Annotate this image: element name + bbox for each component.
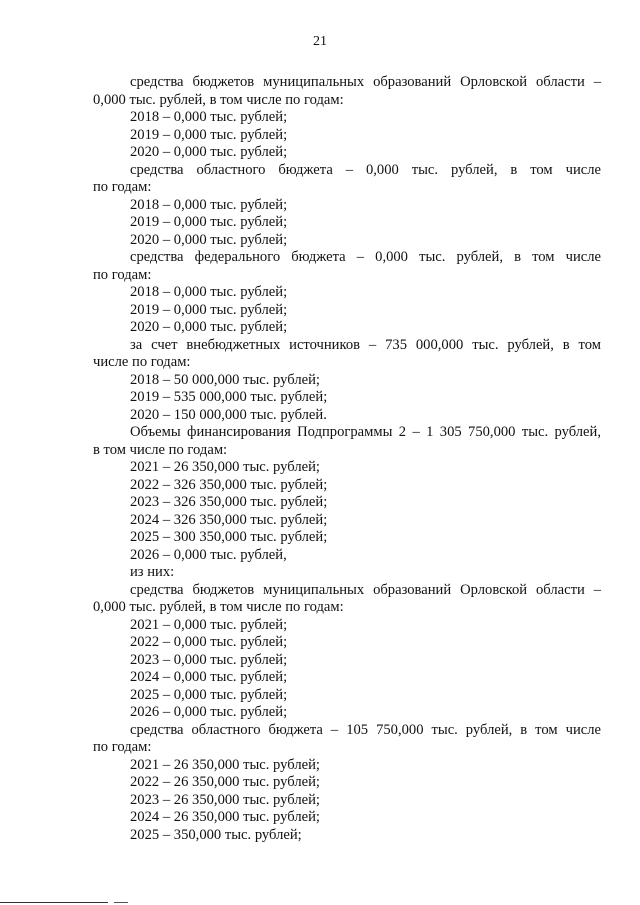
text-line: 2020 – 0,000 тыс. рублей;: [130, 144, 288, 160]
text-line: 2025 – 0,000 тыс. рублей;: [130, 686, 288, 703]
text-line: 2018 – 0,000 тыс. рублей;: [130, 196, 288, 213]
text-line: Объемы финансирования Подпрограммы 2 – 1 305 750,000 тыс. рублей,: [130, 424, 601, 440]
text-line: 2019 – 535 000,000 тыс. рублей;: [130, 389, 328, 405]
text-line: средства бюджетов муниципальных образований Орловской области –: [130, 581, 601, 598]
text-line: 2026 – 0,000 тыс. рублей,: [130, 546, 287, 563]
text-line: 2023 – 0,000 тыс. рублей;: [130, 651, 288, 668]
text-line: 2019 – 0,000 тыс. рублей;: [130, 301, 288, 318]
text-line: средства бюджетов муниципальных образований Орловской области –: [130, 74, 601, 90]
text-line: 2023 – 326 350,000 тыс. рублей;: [130, 494, 328, 510]
text-line: по годам:: [93, 266, 152, 283]
text-line: 0,000 тыс. рублей, в том числе по годам:: [93, 599, 344, 615]
text-line: 2018 – 0,000 тыс. рублей;: [130, 284, 288, 300]
text-line: средства областного бюджета – 0,000 тыс. рублей, в том числе: [130, 161, 601, 178]
text-line: по годам:: [93, 739, 152, 755]
text-line: 2020 – 0,000 тыс. рублей;: [130, 231, 288, 248]
text-line: 2022 – 326 350,000 тыс. рублей;: [130, 476, 328, 493]
text-line: 2025 – 350,000 тыс. рублей;: [130, 826, 302, 843]
page-number: 21: [313, 34, 327, 49]
text-line: в том числе по годам:: [93, 441, 228, 458]
text-line: 2026 – 0,000 тыс. рублей;: [130, 704, 288, 720]
text-line: 2024 – 0,000 тыс. рублей;: [130, 669, 288, 685]
bottom-divider-fragment: [114, 902, 128, 903]
text-line: 2022 – 0,000 тыс. рублей;: [130, 634, 288, 650]
text-line: из них:: [130, 564, 175, 580]
text-line: 2020 – 0,000 тыс. рублей;: [130, 319, 288, 335]
text-line: за счет внебюджетных источников – 735 000,000 тыс. рублей, в том: [130, 336, 601, 353]
text-line: 2020 – 150 000,000 тыс. рублей.: [130, 406, 327, 423]
text-line: 2024 – 326 350,000 тыс. рублей;: [130, 511, 328, 528]
text-line: 2023 – 26 350,000 тыс. рублей;: [130, 791, 320, 808]
text-line: 2024 – 26 350,000 тыс. рублей;: [130, 809, 320, 825]
text-line: числе по годам:: [93, 354, 191, 370]
text-line: 2025 – 300 350,000 тыс. рублей;: [130, 529, 328, 545]
text-line: 2021 – 0,000 тыс. рублей;: [130, 616, 288, 633]
text-line: 2021 – 26 350,000 тыс. рублей;: [130, 459, 320, 475]
text-line: средства областного бюджета – 105 750,000 тыс. рублей, в том числе: [130, 721, 601, 738]
document-body: [93, 74, 601, 844]
text-line: средства федерального бюджета – 0,000 тыс. рублей, в том числе: [130, 249, 601, 265]
text-line: по годам:: [93, 179, 152, 195]
text-line: 2019 – 0,000 тыс. рублей;: [130, 214, 288, 230]
text-line: 2021 – 26 350,000 тыс. рублей;: [130, 756, 320, 773]
bottom-divider: [0, 902, 108, 903]
text-line: 2019 – 0,000 тыс. рублей;: [130, 126, 288, 143]
text-line: 2018 – 0,000 тыс. рублей;: [130, 109, 288, 125]
text-line: 0,000 тыс. рублей, в том числе по годам:: [93, 91, 344, 108]
text-line: 2022 – 26 350,000 тыс. рублей;: [130, 774, 320, 790]
text-line: 2018 – 50 000,000 тыс. рублей;: [130, 371, 320, 388]
